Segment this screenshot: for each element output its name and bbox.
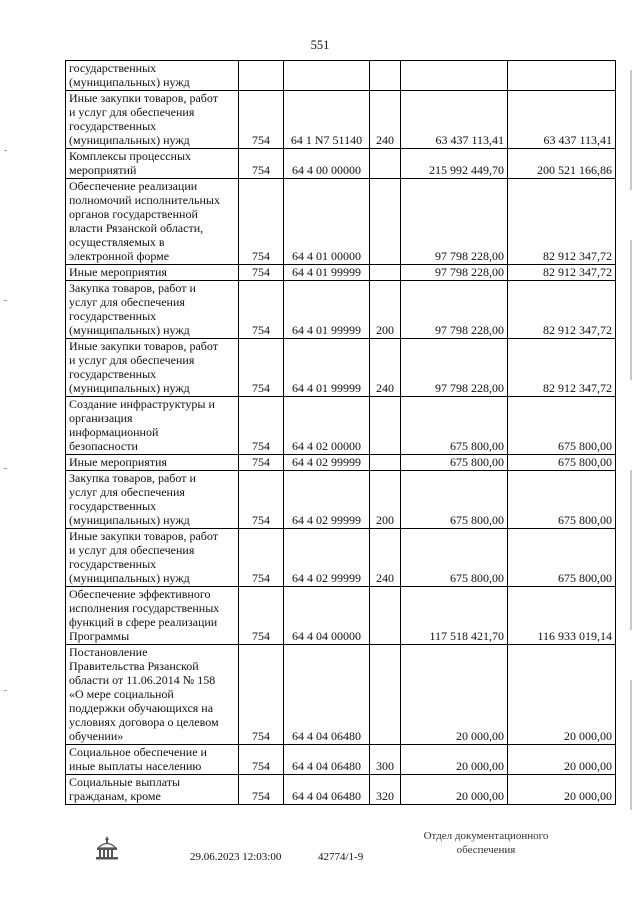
- table-row: [66, 281, 616, 339]
- row-name-cell: Закупка товаров, работ и услуг для обеспечения государственных (муниципальных) нужд: [66, 281, 239, 339]
- row-admin-code-cell: 754: [239, 265, 284, 281]
- row-expense-type-cell: [370, 179, 401, 265]
- table-row: [66, 397, 616, 455]
- stamp-line-1: Отдел документационного: [423, 830, 549, 842]
- row-amount-2025-cell: 20 000,00: [508, 775, 616, 805]
- row-target-code-cell: 64 4 02 00000: [284, 397, 370, 455]
- row-target-code-cell: 64 1 N7 51140: [284, 91, 370, 149]
- margin-mark: [4, 468, 7, 469]
- binding-mark: [630, 680, 632, 810]
- row-expense-type-cell: 240: [370, 91, 401, 149]
- row-name-cell: Иные мероприятия: [66, 265, 239, 281]
- table-row: [66, 61, 616, 91]
- row-amount-2025-cell: 82 912 347,72: [508, 281, 616, 339]
- row-name-cell: государственных (муниципальных) нужд: [66, 61, 239, 91]
- table-row: [66, 265, 616, 281]
- row-target-code-cell: 64 4 00 00000: [284, 149, 370, 179]
- row-expense-type-cell: 320: [370, 775, 401, 805]
- row-target-code-cell: [284, 61, 370, 91]
- row-admin-code-cell: 754: [239, 149, 284, 179]
- row-expense-type-cell: [370, 149, 401, 179]
- row-expense-type-cell: [370, 397, 401, 455]
- page-number: 551: [310, 38, 330, 52]
- row-target-code-cell: 64 4 01 99999: [284, 265, 370, 281]
- row-expense-type-cell: 200: [370, 281, 401, 339]
- row-amount-2025-cell: 63 437 113,41: [508, 91, 616, 149]
- row-admin-code-cell: 754: [239, 281, 284, 339]
- row-amount-2025-cell: 82 912 347,72: [508, 179, 616, 265]
- table-row: [66, 775, 616, 805]
- row-amount-2024-cell: 20 000,00: [401, 745, 508, 775]
- row-target-code-cell: 64 4 04 06480: [284, 645, 370, 745]
- row-amount-2025-cell: 82 912 347,72: [508, 339, 616, 397]
- margin-mark: [4, 150, 7, 151]
- row-expense-type-cell: 300: [370, 745, 401, 775]
- table-row: [66, 149, 616, 179]
- row-admin-code-cell: 754: [239, 587, 284, 645]
- footer-doc-number: 42774/1-9: [318, 851, 364, 863]
- row-target-code-cell: 64 4 02 99999: [284, 529, 370, 587]
- row-target-code-cell: 64 4 04 06480: [284, 745, 370, 775]
- row-amount-2024-cell: [401, 61, 508, 91]
- row-amount-2024-cell: 97 798 228,00: [401, 281, 508, 339]
- row-admin-code-cell: 754: [239, 91, 284, 149]
- row-admin-code-cell: 754: [239, 529, 284, 587]
- table-row: [66, 91, 616, 149]
- row-admin-code-cell: 754: [239, 645, 284, 745]
- row-amount-2024-cell: 675 800,00: [401, 471, 508, 529]
- footer-datetime: 29.06.2023 12:03:00: [190, 851, 282, 863]
- row-admin-code-cell: 754: [239, 455, 284, 471]
- row-expense-type-cell: [370, 265, 401, 281]
- table-row: [66, 645, 616, 745]
- row-amount-2024-cell: 117 518 421,70: [401, 587, 508, 645]
- row-name-cell: Иные мероприятия: [66, 455, 239, 471]
- row-amount-2025-cell: 675 800,00: [508, 529, 616, 587]
- row-name-cell: Иные закупки товаров, работ и услуг для обеспечения государственных (муниципальных) нужд: [66, 91, 239, 149]
- row-target-code-cell: 64 4 01 99999: [284, 339, 370, 397]
- row-admin-code-cell: 754: [239, 397, 284, 455]
- table-row: [66, 179, 616, 265]
- row-amount-2024-cell: 215 992 449,70: [401, 149, 508, 179]
- row-amount-2024-cell: 675 800,00: [401, 455, 508, 471]
- row-admin-code-cell: 754: [239, 745, 284, 775]
- row-amount-2025-cell: [508, 61, 616, 91]
- row-name-cell: Комплексы процессных мероприятий: [66, 149, 239, 179]
- row-admin-code-cell: 754: [239, 339, 284, 397]
- row-target-code-cell: 64 4 01 00000: [284, 179, 370, 265]
- margin-mark: [4, 690, 7, 691]
- row-amount-2024-cell: 63 437 113,41: [401, 91, 508, 149]
- duma-emblem-icon: [92, 833, 122, 863]
- row-amount-2025-cell: 675 800,00: [508, 471, 616, 529]
- row-target-code-cell: 64 4 01 99999: [284, 281, 370, 339]
- row-expense-type-cell: 200: [370, 471, 401, 529]
- budget-table-body: [66, 61, 616, 805]
- table-row: [66, 455, 616, 471]
- row-amount-2024-cell: 97 798 228,00: [401, 179, 508, 265]
- table-row: [66, 745, 616, 775]
- row-name-cell: Постановление Правительства Рязанской области от 11.06.2014 № 158 «О мере социальной поддержки обучающихся на условиях договора о целевом обучении»: [66, 645, 239, 745]
- row-expense-type-cell: [370, 61, 401, 91]
- row-name-cell: Закупка товаров, работ и услуг для обеспечения государственных (муниципальных) нужд: [66, 471, 239, 529]
- stamp-line-2: обеспечения: [456, 844, 516, 856]
- row-expense-type-cell: [370, 645, 401, 745]
- binding-mark: [630, 470, 632, 630]
- row-admin-code-cell: [239, 61, 284, 91]
- row-name-cell: Обеспечение эффективного исполнения государственных функций в сфере реализации Программы: [66, 587, 239, 645]
- row-expense-type-cell: 240: [370, 529, 401, 587]
- row-target-code-cell: 64 4 02 99999: [284, 455, 370, 471]
- row-amount-2024-cell: 20 000,00: [401, 645, 508, 745]
- row-target-code-cell: 64 4 02 99999: [284, 471, 370, 529]
- row-amount-2024-cell: 97 798 228,00: [401, 265, 508, 281]
- row-amount-2025-cell: 675 800,00: [508, 455, 616, 471]
- table-row: [66, 471, 616, 529]
- margin-mark: [4, 300, 7, 301]
- row-amount-2025-cell: 675 800,00: [508, 397, 616, 455]
- row-amount-2025-cell: 20 000,00: [508, 745, 616, 775]
- table-row: [66, 529, 616, 587]
- row-amount-2024-cell: 675 800,00: [401, 529, 508, 587]
- row-admin-code-cell: 754: [239, 775, 284, 805]
- row-name-cell: Создание инфраструктуры и организация информационной безопасности: [66, 397, 239, 455]
- row-name-cell: Обеспечение реализации полномочий исполнительных органов государственной власти Рязанской области, осуществляемых в электронной форме: [66, 179, 239, 265]
- row-expense-type-cell: [370, 455, 401, 471]
- budget-table: [65, 60, 616, 805]
- row-amount-2024-cell: 20 000,00: [401, 775, 508, 805]
- row-expense-type-cell: [370, 587, 401, 645]
- row-target-code-cell: 64 4 04 06480: [284, 775, 370, 805]
- row-amount-2025-cell: 116 933 019,14: [508, 587, 616, 645]
- row-name-cell: Социальное обеспечение и иные выплаты населению: [66, 745, 239, 775]
- row-amount-2025-cell: 20 000,00: [508, 645, 616, 745]
- row-name-cell: Иные закупки товаров, работ и услуг для обеспечения государственных (муниципальных) нужд: [66, 529, 239, 587]
- row-name-cell: Социальные выплаты гражданам, кроме: [66, 775, 239, 805]
- row-target-code-cell: 64 4 04 00000: [284, 587, 370, 645]
- row-amount-2024-cell: 97 798 228,00: [401, 339, 508, 397]
- row-amount-2025-cell: 82 912 347,72: [508, 265, 616, 281]
- row-admin-code-cell: 754: [239, 471, 284, 529]
- binding-mark: [630, 240, 632, 380]
- row-amount-2024-cell: 675 800,00: [401, 397, 508, 455]
- row-expense-type-cell: 240: [370, 339, 401, 397]
- row-admin-code-cell: 754: [239, 179, 284, 265]
- row-name-cell: Иные закупки товаров, работ и услуг для обеспечения государственных (муниципальных) нужд: [66, 339, 239, 397]
- department-stamp: [406, 829, 566, 857]
- table-row: [66, 587, 616, 645]
- binding-mark: [630, 70, 632, 190]
- row-amount-2025-cell: 200 521 166,86: [508, 149, 616, 179]
- table-row: [66, 339, 616, 397]
